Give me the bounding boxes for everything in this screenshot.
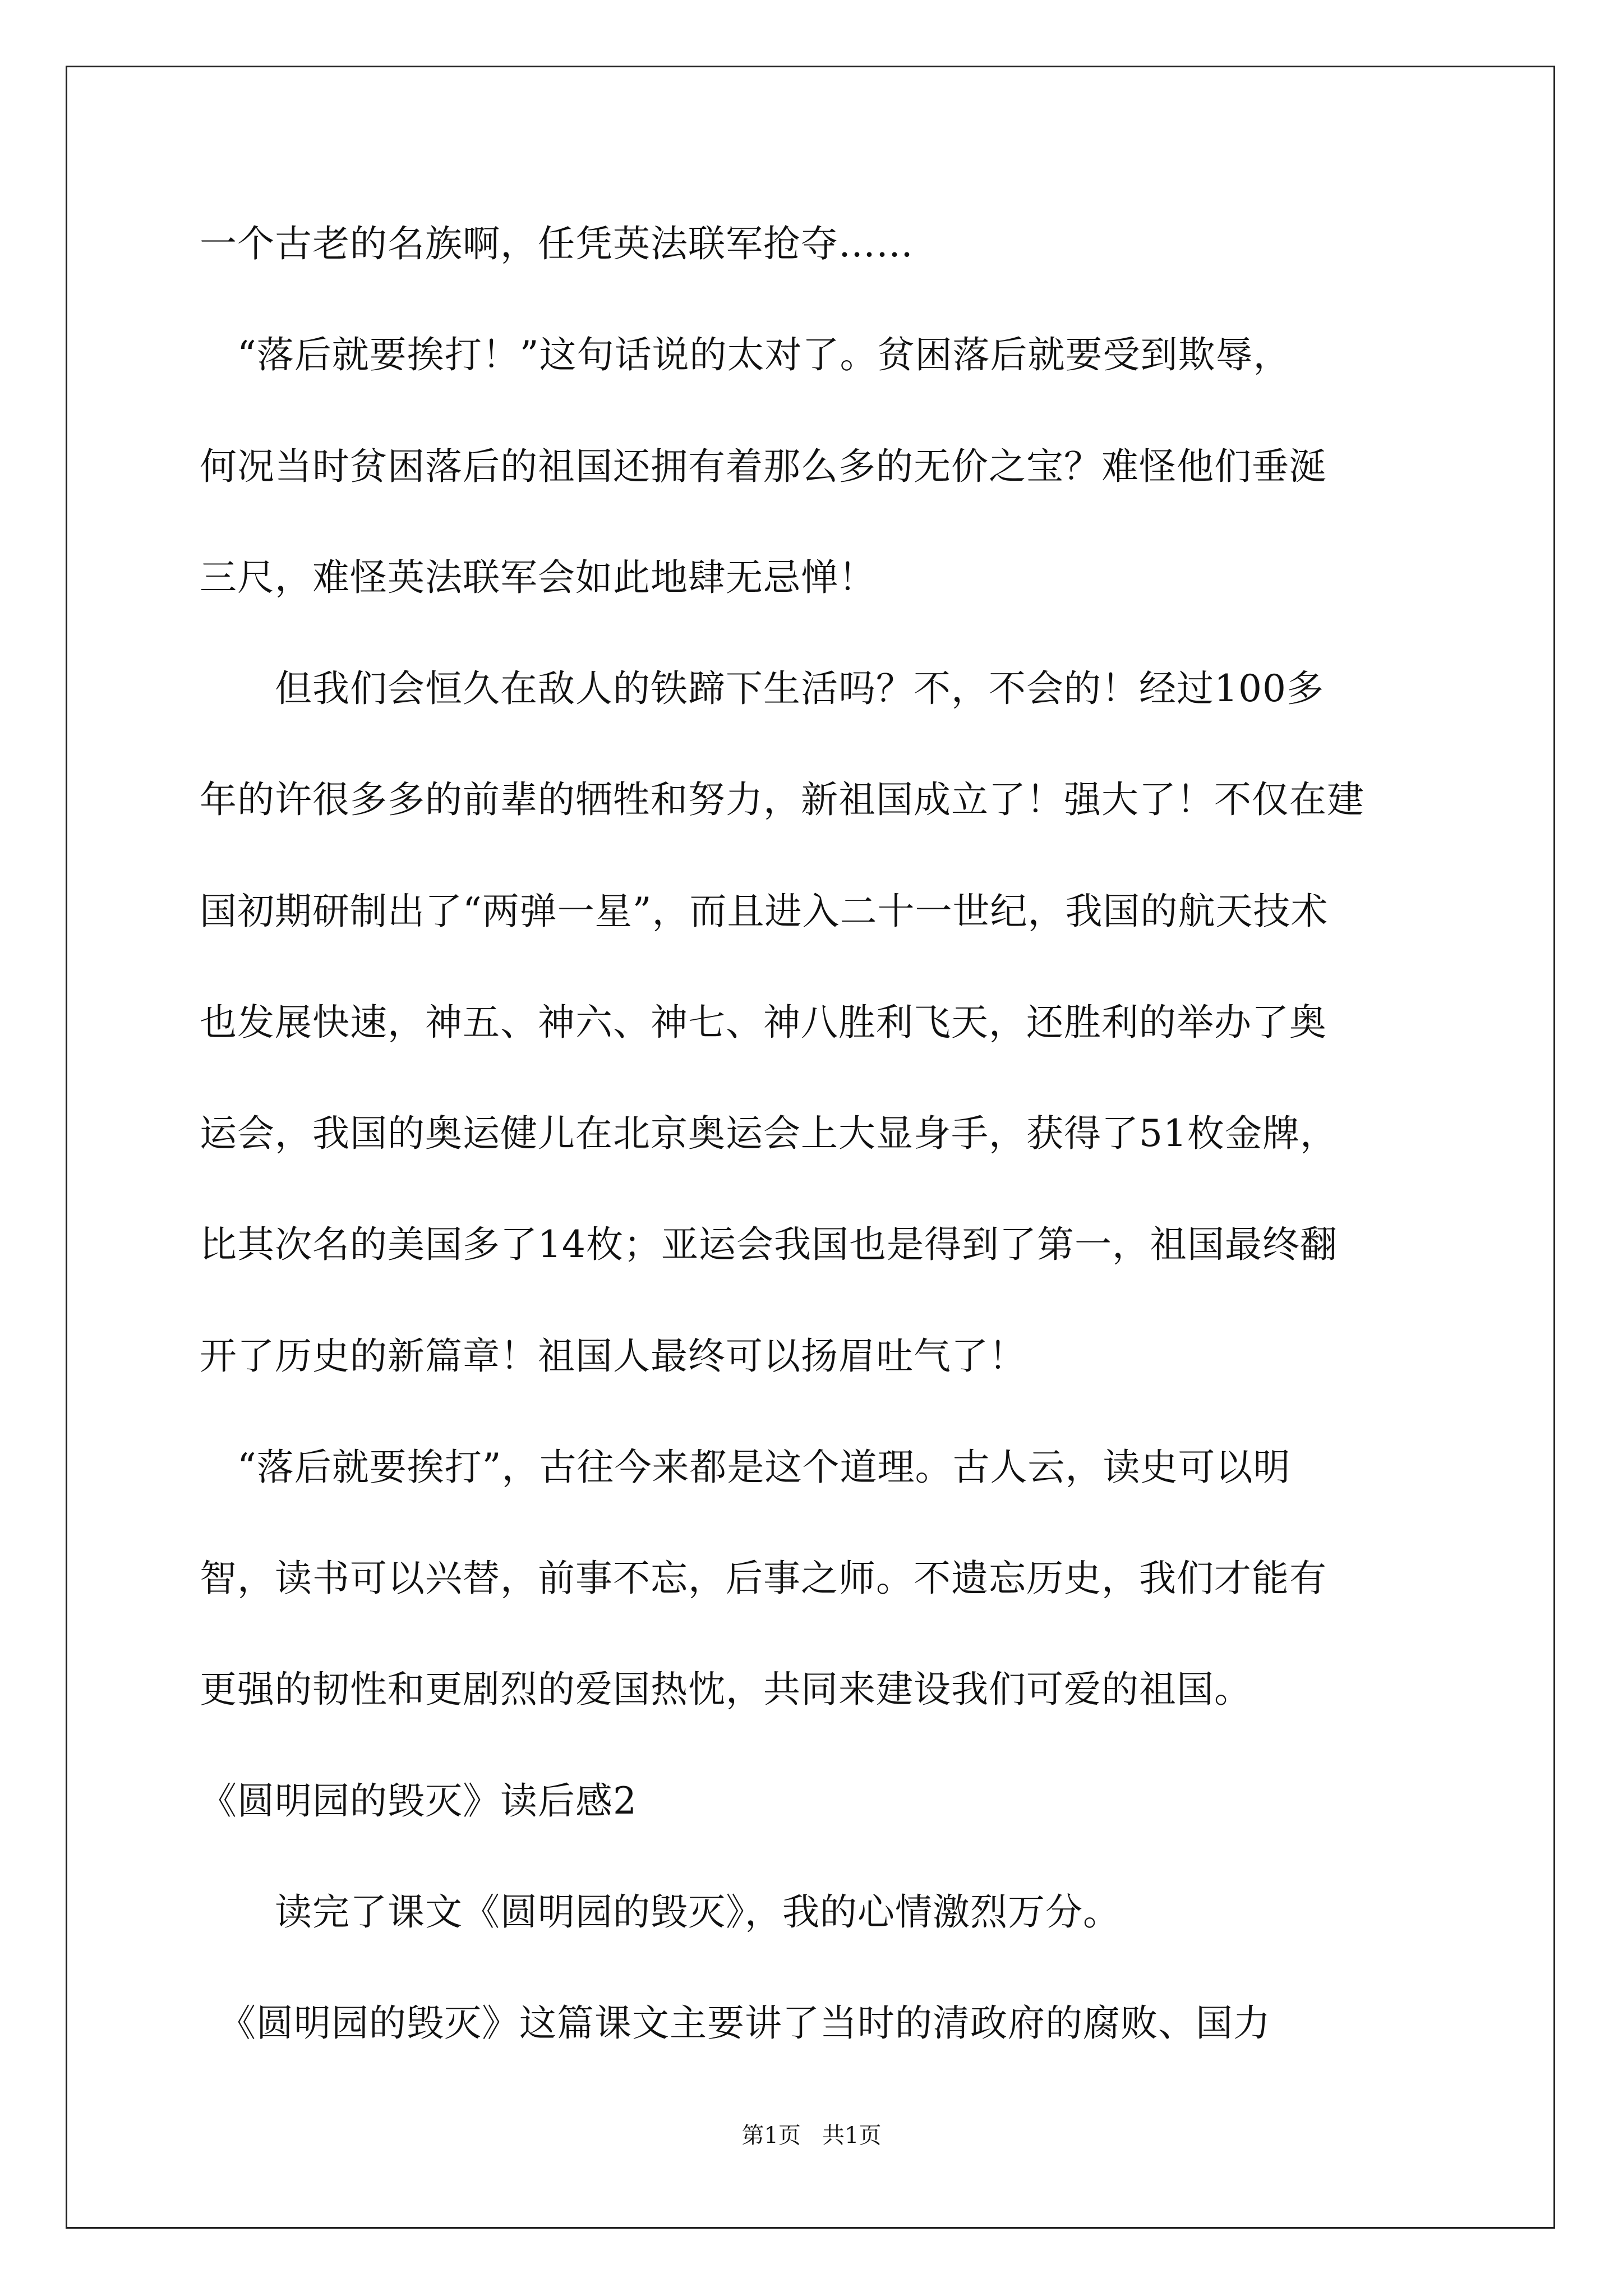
text-line: 三尺，难怪英法联军会如此地肆无忌惮！ [200,556,876,599]
text-line: 一个古老的名族啊，任凭英法联军抢夺…… [200,222,914,265]
text-line: “落后就要挨打！”这句话说的太对了。贫困落后就要受到欺辱， [200,333,1291,376]
text-line: 何况当时贫困落后的祖国还拥有着那么多的无价之宝？难怪他们垂涎 [200,445,1327,488]
text-line: 更强的韧性和更剧烈的爱国热忱，共同来建设我们可爱的祖国。 [200,1668,1252,1711]
text-line: 但我们会恒久在敌人的铁蹄下生活吗？不，不会的！经过100多 [200,667,1324,710]
text-line: “落后就要挨打”，古往今来都是这个道理。古人云，读史可以明 [200,1446,1291,1489]
text-line: 也发展快速，神五、神六、神七、神八胜利飞天，还胜利的举办了奥 [200,1001,1327,1044]
text-line: 国初期研制出了“两弹一星”，而且进入二十一世纪，我国的航天技术 [200,890,1329,933]
text-line: 《圆明园的毁灭》这篇课文主要讲了当时的清政府的腐败、国力 [200,2001,1271,2045]
section-heading: 《圆明园的毁灭》读后感2 [200,1779,637,1823]
text-line: 开了历史的新篇章！祖国人最终可以扬眉吐气了！ [200,1335,1026,1378]
text-line: 读完了课文《圆明园的毁灭》，我的心情激烈万分。 [200,1890,1121,1934]
text-line: 比其次名的美国多了14枚；亚运会我国也是得到了第一，祖国最终翻 [200,1223,1338,1266]
text-line: 运会，我国的奥运健儿在北京奥运会上大显身手，获得了51枚金牌， [200,1112,1338,1155]
text-line: 年的许很多多的前辈的牺牲和努力，新祖国成立了！强大了！不仅在建 [200,778,1364,821]
page-footer: 第1页 共1页 [741,2123,882,2148]
text-line: 智，读书可以兴替，前事不忘，后事之师。不遗忘历史，我们才能有 [200,1557,1327,1600]
